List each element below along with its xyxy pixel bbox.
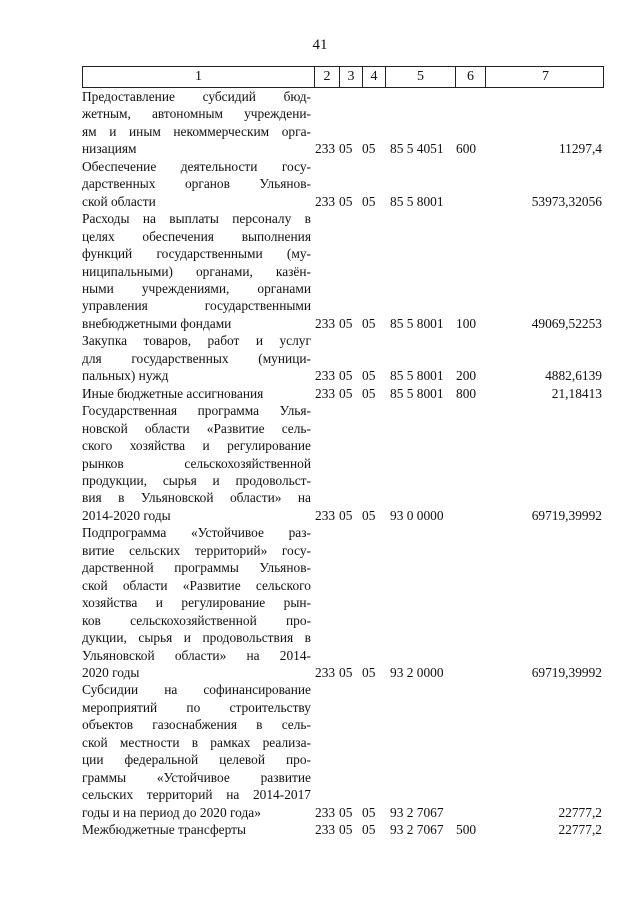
cell-c4: 05 [362, 141, 376, 157]
cell-c2: 233 [315, 804, 336, 820]
header-cell-6: 6 [455, 67, 485, 87]
description-line: Обеспечение деятельности госу- [82, 158, 311, 174]
cell-c3: 05 [339, 368, 353, 384]
description-line: сельских территорий на 2014-2017 [82, 787, 311, 803]
description-line: управления государственными [82, 298, 311, 314]
cell-c7: 22777,2 [558, 804, 602, 820]
row-description [82, 210, 313, 332]
cell-c2: 233 [315, 193, 336, 209]
description-line: низациям [82, 141, 137, 157]
table-row [82, 332, 604, 384]
cell-c3: 05 [339, 507, 353, 523]
cell-c4: 05 [362, 507, 376, 523]
description-line: хозяйства и регулирование рын- [82, 595, 311, 611]
row-description [82, 524, 313, 681]
row-description [82, 385, 313, 402]
cell-c2: 233 [315, 385, 336, 401]
cell-c5: 85 5 8001 [390, 368, 444, 384]
description-line: ными учреждениями, органами [82, 280, 311, 296]
description-line: дарственных органов Ульянов- [82, 176, 311, 192]
row-description [82, 158, 313, 210]
cell-c6: 100 [456, 315, 477, 331]
table-row [82, 158, 604, 210]
cell-c3: 05 [339, 141, 353, 157]
table-row [82, 385, 604, 402]
description-line: жетным, автономным учреждени- [82, 106, 311, 122]
header-cell-1: 1 [195, 69, 202, 84]
cell-c4: 05 [362, 315, 376, 331]
cell-c7: 11297,4 [558, 141, 602, 157]
description-line: ской местности в рамках реализа- [82, 734, 311, 750]
cell-c5: 93 0 0000 [390, 507, 444, 523]
cell-c6: 500 [456, 822, 477, 838]
description-line: объектов газоснабжения в сель- [82, 717, 311, 733]
header-cell-7: 7 [485, 67, 605, 87]
description-line: 2020 годы [82, 664, 140, 680]
cell-c6: 800 [456, 385, 477, 401]
table-row [82, 524, 604, 681]
cell-c3: 05 [339, 315, 353, 331]
cell-c7: 69719,39992 [531, 664, 602, 680]
description-line: для государственных (муници- [82, 350, 311, 366]
cell-c4: 05 [362, 664, 376, 680]
header-cell-2: 2 [314, 67, 339, 87]
description-line: Субсидии на софинансирование [82, 682, 311, 698]
cell-c5: 85 5 8001 [390, 385, 444, 401]
cell-c3: 05 [339, 193, 353, 209]
description-line: Предоставление субсидий бюд- [82, 89, 311, 104]
row-description [82, 88, 313, 158]
description-line: внебюджетными фондами [82, 315, 232, 331]
description-line: ков сельскохозяйственной про- [82, 612, 311, 628]
cell-c3: 05 [339, 804, 353, 820]
cell-c4: 05 [362, 368, 376, 384]
cell-c7: 4882,6139 [545, 368, 602, 384]
row-description [82, 821, 313, 838]
cell-c6: 600 [456, 141, 477, 157]
cell-c7: 69719,39992 [531, 507, 602, 523]
description-line: рынков сельскохозяйственной [82, 455, 311, 471]
description-line: Межбюджетные трансферты [82, 822, 246, 838]
cell-c2: 233 [315, 822, 336, 838]
table-row [82, 821, 604, 838]
cell-c4: 05 [362, 385, 376, 401]
description-line: Ульяновской области» на 2014- [82, 647, 311, 663]
description-line: ской области «Развитие сельского [82, 577, 311, 593]
cell-c3: 05 [339, 822, 353, 838]
cell-c7: 49069,52253 [531, 315, 602, 331]
cell-c4: 05 [362, 822, 376, 838]
cell-c5: 85 5 8001 [390, 315, 444, 331]
cell-c7: 53973,32056 [531, 193, 602, 209]
description-line: вия в Ульяновской области» на [82, 490, 311, 506]
description-line: пальных) нужд [82, 368, 169, 384]
table-body [82, 88, 604, 838]
description-line: ям и иным некоммерческим орга- [82, 123, 311, 139]
description-line: Расходы на выплаты персоналу в [82, 211, 311, 227]
cell-c2: 233 [315, 315, 336, 331]
row-description [82, 332, 313, 384]
cell-c2: 233 [315, 507, 336, 523]
description-line: Иные бюджетные ассигнования [82, 385, 264, 401]
row-description [82, 402, 313, 524]
description-line: функций государственными (му- [82, 246, 311, 262]
description-line: Подпрограмма «Устойчивое раз- [82, 525, 311, 541]
description-line: Государственная программа Улья- [82, 403, 311, 419]
description-line: мероприятий по строительству [82, 699, 311, 715]
table-row [82, 681, 604, 821]
description-line: продукции, сырья и продовольст- [82, 472, 311, 488]
description-line: 2014-2020 годы [82, 507, 171, 523]
cell-c3: 05 [339, 664, 353, 680]
description-line: годы и на период до 2020 года» [82, 804, 261, 820]
description-line: граммы «Устойчивое развитие [82, 769, 311, 785]
header-cell-3: 3 [339, 67, 362, 87]
header-cell-5: 5 [385, 67, 455, 87]
row-description [82, 681, 313, 821]
description-line: дарственной программы Ульянов- [82, 560, 311, 576]
description-line: витие сельских территорий» госу- [82, 542, 311, 558]
cell-c4: 05 [362, 804, 376, 820]
cell-c3: 05 [339, 385, 353, 401]
cell-c4: 05 [362, 193, 376, 209]
cell-c2: 233 [315, 141, 336, 157]
cell-c7: 21,18413 [551, 385, 602, 401]
header-cell-4: 4 [362, 67, 385, 87]
description-line: новской области «Развитие сель- [82, 420, 311, 436]
description-line: дукции, сырья и продовольствия в [82, 630, 311, 646]
cell-c5: 93 2 7067 [390, 822, 444, 838]
description-line: ской области [82, 193, 156, 209]
description-line: ского хозяйства и регулирование [82, 438, 311, 454]
cell-c6: 200 [456, 368, 477, 384]
table-header [82, 66, 604, 88]
table-row [82, 88, 604, 158]
table-row [82, 402, 604, 524]
cell-c2: 233 [315, 368, 336, 384]
description-line: целях обеспечения выполнения [82, 228, 311, 244]
description-line: ции федеральной целевой про- [82, 752, 311, 768]
page-number: 41 [312, 37, 328, 53]
cell-c5: 85 5 4051 [390, 141, 444, 157]
cell-c7: 22777,2 [558, 822, 602, 838]
cell-c5: 93 2 7067 [390, 804, 444, 820]
description-line: Закупка товаров, работ и услуг [82, 333, 311, 349]
description-line: ниципальными) органами, казён- [82, 263, 311, 279]
cell-c5: 85 5 8001 [390, 193, 444, 209]
cell-c2: 233 [315, 664, 336, 680]
table-row [82, 210, 604, 332]
budget-table [82, 66, 604, 838]
cell-c5: 93 2 0000 [390, 664, 444, 680]
